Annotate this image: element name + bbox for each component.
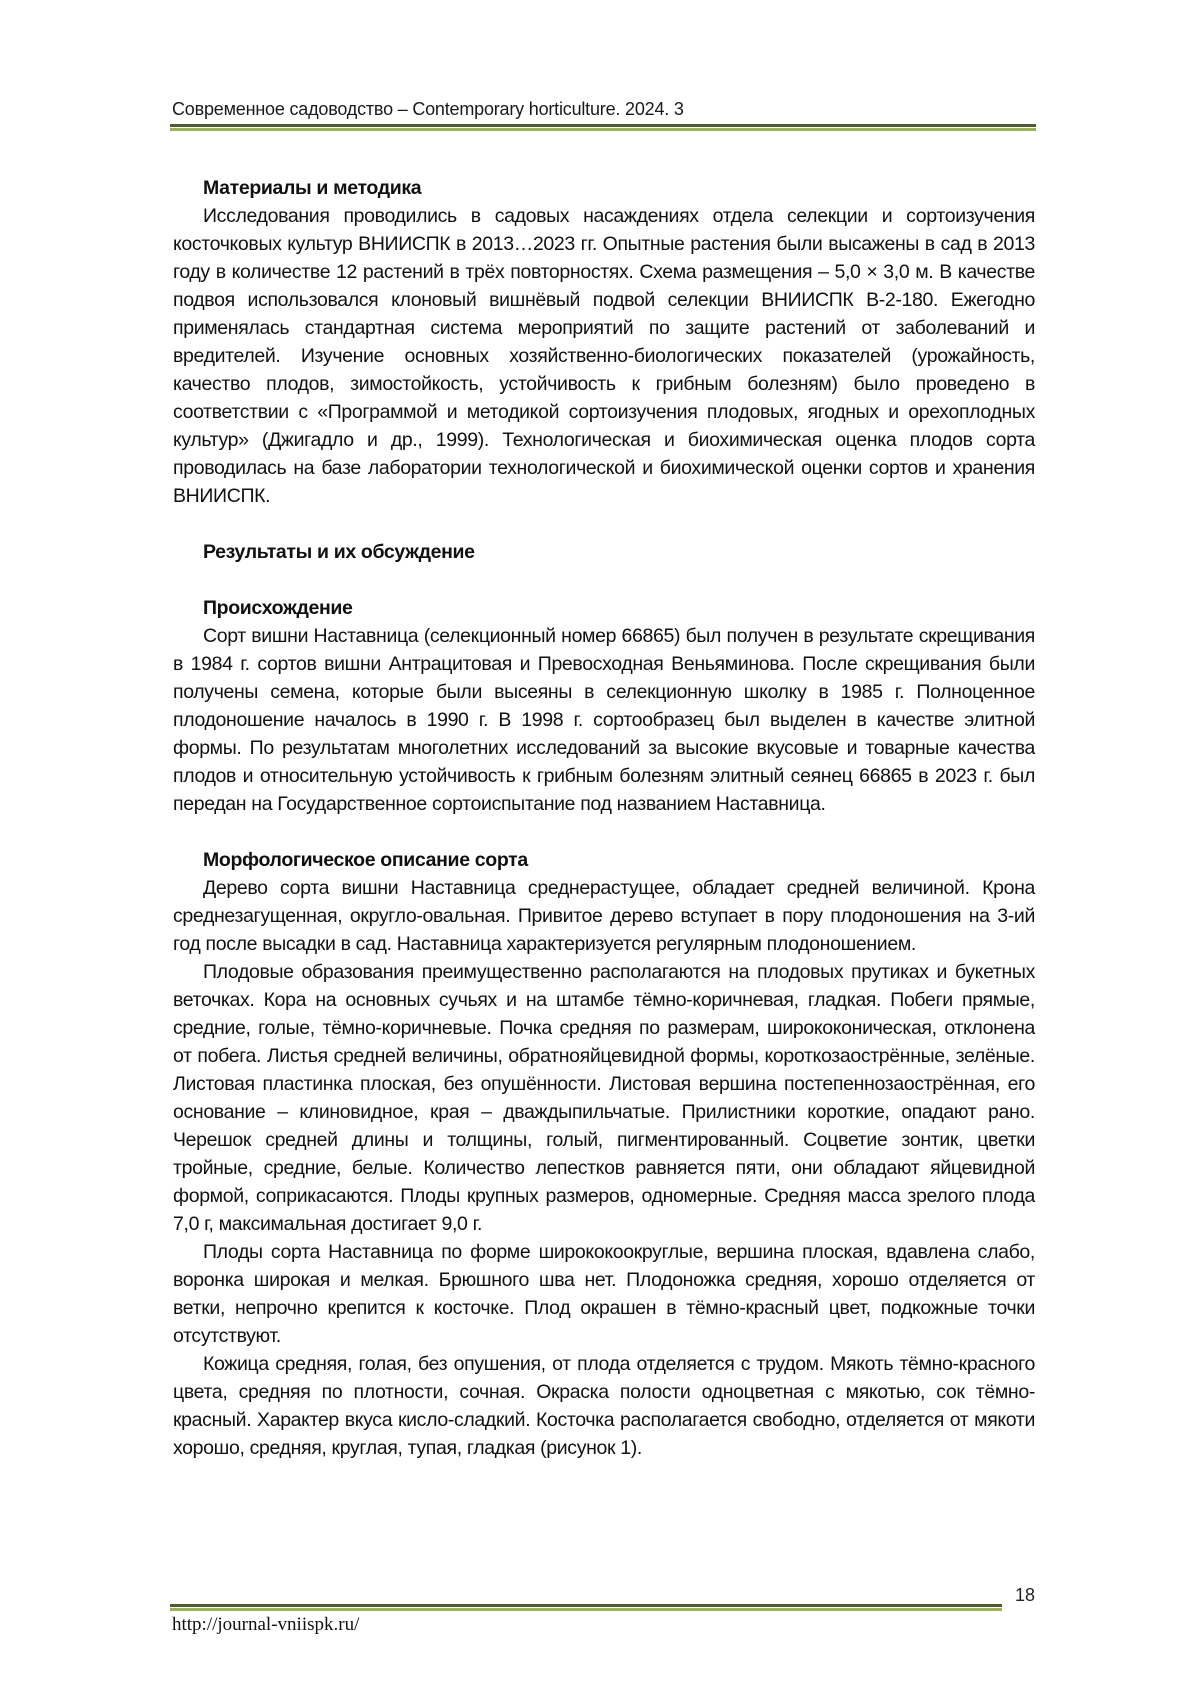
page-number: 18 [1015,1585,1036,1605]
paragraph-morphology-leaves: Плодовые образования преимущественно располагаются на плодовых прутиках и букетных веточках. Кора на основных сучьях и на штамбе тёмно-коричневая, гладкая. Побеги прямые, средние, голые, тёмно-коричневые. Почка средняя по размерам, ширококоническая, отклонена от побега. Листья средней величины, обратнояйцевидной формы, короткозаострённые, зелёные. Листовая пластинка плоская, без опушённости. Листовая вершина постепеннозаострённая, его основание – клиновидное, края – дваждыпильчатые. Прилистники короткие, опадают рано. Черешок средней длины и толщины, голый, пигментированный. Соцветие зонтик, цветки тройные, средние, белые. Количество лепестков равняется пяти, они обладают яйцевидной формой, соприкасаются. Плоды крупных размеров, одномерные. Средняя масса зрелого плода 7,0 г, максимальная достигает 9,0 г. [173,961,1035,1235]
footer-rule-light [170,1608,1002,1611]
paragraph-materials: Исследования проводились в садовых насаждениях отдела селекции и сортоизучения косточковых культур ВНИИСПК в 2013…2023 гг. Опытные растения были высажены в сад в 2013 году в количестве 12 растений в трёх повторностях. Схема размещения – 5,0 × 3,0 м. В качестве подвоя использовался клоновый вишнёвый подвой селекции ВНИИСПК В-2-180. Ежегодно применялась стандартная система мероприятий по защите растений от заболеваний и вредителей. Изучение основных хозяйственно-биологических показателей (урожайность, качество плодов, зимостойкость, устойчивость к грибным болезням) было проведено в соответствии с «Программой и методикой сортоизучения плодовых, ягодных и орехоплодных культур» (Джигадло и др., 1999). Технологическая и биохимическая оценка плодов сорта проводилась на базе лаборатории технологической и биохимической оценки сортов и хранения ВНИИСПК. [173,205,1035,507]
header-rule-dark [170,124,1036,127]
footer-rule-dark [170,1604,1002,1607]
paragraph-morphology-fruit: Плоды сорта Наставница по форме ширококоокруглые, вершина плоская, вдавлена слабо, воронка широкая и мелкая. Брюшного шва нет. Плодоножка средняя, хорошо отделяется от ветки, непрочно крепится к косточке. Плод окрашен в тёмно-красный цвет, подкожные точки отсутствуют. [173,1241,1035,1347]
paragraph-morphology-skin: Кожица средняя, голая, без опушения, от плода отделяется с трудом. Мякоть тёмно-красного цвета, средняя по плотности, сочная. Окраска полости одноцветная с мякотью, сок тёмно-красный. Характер вкуса кисло-сладкий. Косточка располагается свободно, отделяется от мякоти хорошо, средняя, круглая, тупая, гладкая (рисунок 1). [173,1353,1035,1459]
spacer [173,510,1035,538]
heading-results: Результаты и их обсуждение [203,541,475,563]
paragraph-morphology-tree: Дерево сорта вишни Наставница среднерастущее, обладает средней величиной. Крона среднезагущенная, округло-овальная. Привитое дерево вступает в пору плодоношения на 3-ий год после высадки в сад. Наставница характеризуется регулярным плодоношением. [173,877,1035,955]
header-rule-light [170,128,1036,131]
spacer [173,818,1035,846]
journal-url-link[interactable]: http://journal-vniispk.ru/ [172,1614,360,1635]
heading-origin: Происхождение [203,597,353,619]
article-body [173,174,1035,1462]
heading-morphology: Морфологическое описание сорта [203,849,528,871]
heading-materials: Материалы и методика [203,177,422,199]
paragraph-origin: Сорт вишни Наставница (селекционный номер 66865) был получен в результате скрещивания в 1984 г. сортов вишни Антрацитовая и Превосходная Веньяминова. После скрещивания были получены семена, которые были высеяны в селекционную школку в 1985 г. Полноценное плодоношение началось в 1990 г. В 1998 г. сортообразец был выделен в качестве элитной формы. По результатам многолетних исследований за высокие вкусовые и товарные качества плодов и относительную устойчивость к грибным болезням элитный сеянец 66865 в 2023 г. был передан на Государственное сортоиспытание под названием Наставница. [173,625,1035,815]
journal-running-head: Современное садоводство – Contemporary horticulture. 2024. 3 [172,99,684,119]
spacer [173,566,1035,594]
